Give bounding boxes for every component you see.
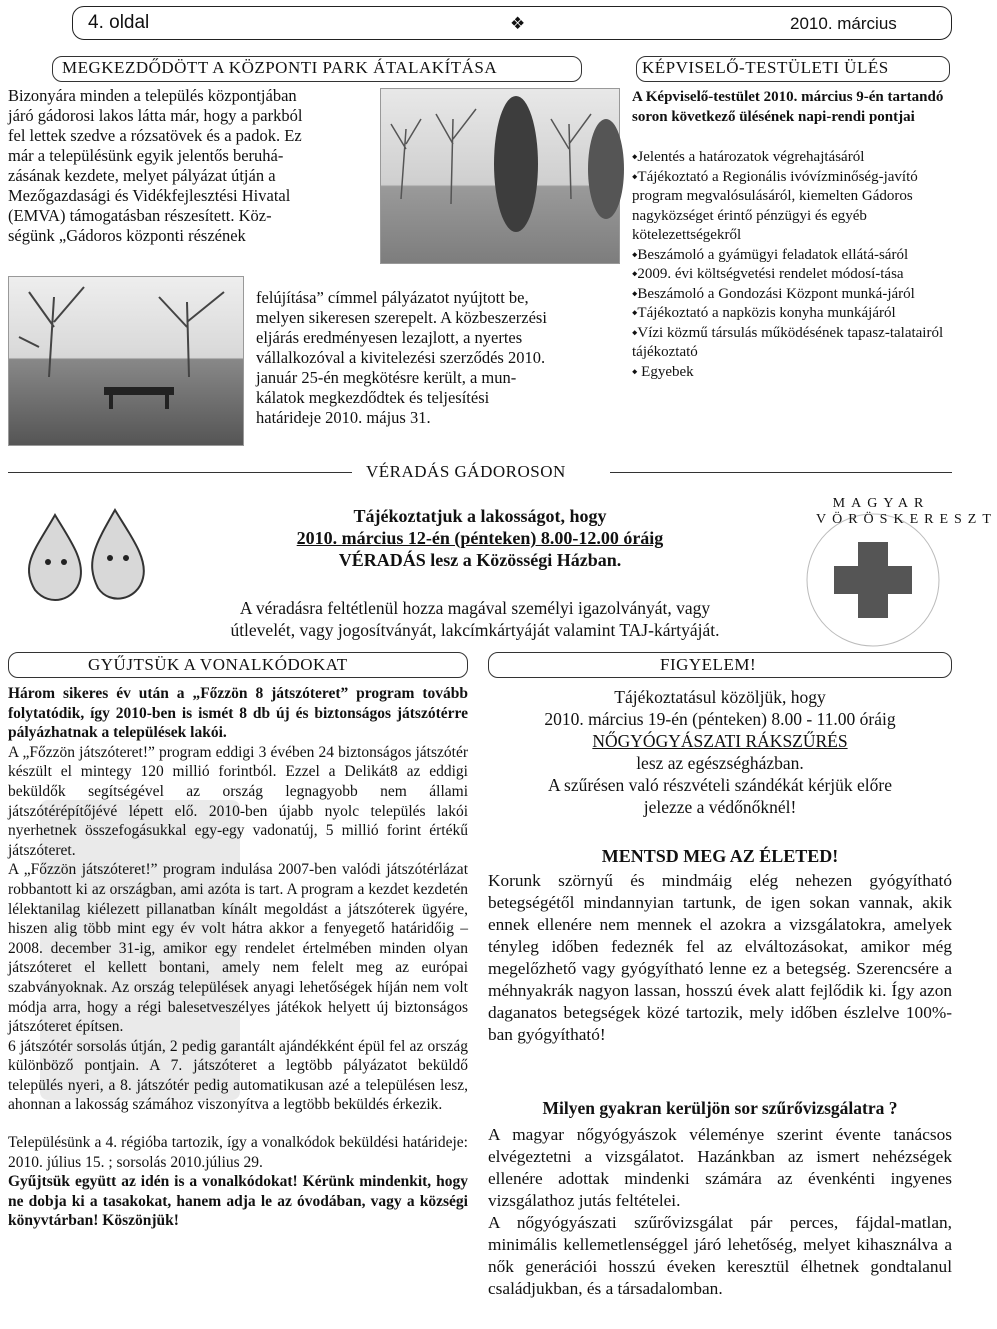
- ornament-icon: ❖: [510, 14, 526, 33]
- park-photo-drawing: [381, 89, 621, 265]
- agenda-item: ⬩Beszámoló a gyámügyi feladatok ellátá-sáról: [632, 246, 909, 263]
- attention-title: FIGYELEM!: [660, 655, 757, 674]
- agenda-item: ⬩2009. évi költségvetési rendelet módosí-tása: [632, 266, 904, 282]
- blood-rule-right: [610, 472, 952, 473]
- barcode-title: GYŰJTSÜK A VONALKÓDOKAT: [88, 655, 348, 674]
- screening-body-1: Korunk szörnyű és mindmáig elég nehezen gyógyítható betegségétől mindannyian tartunk, de igen sokan vannak, akik ennek ellenére nem mennek el azokra a vizsgálatokra, amelyek tényleg időben fedeznék fel az elváltozásokat, amikor még megelőzhető vagy gyógyítható lenne ez a betegség. Szerencsére a méhnyakrák nagyon lassan, hosszú évek alatt fejlődik ki. Így azon daganatos betegségek közé tartozik, mely időben észlelve 100%-ban gyógyítható!: [488, 871, 952, 1044]
- park-line: (EMVA) támogatásban részesített. Köz-: [8, 206, 272, 225]
- park-photo-drawing-2: [9, 277, 245, 447]
- blood-drop-icon: [10, 500, 170, 610]
- agenda-item: ⬩Vízi közmű társulás működésének tapasz-talatairól tájékoztató: [632, 324, 944, 360]
- screening-body-2: [488, 1124, 952, 1300]
- park-title: MEGKEZDŐDÖTT A KÖZPONTI PARK ÁTALAKÍTÁSA: [62, 58, 498, 77]
- council-agenda: [632, 148, 950, 382]
- council-intro: A Képviselő-testület 2010. március 9-én tartandó soron következő ülésének napi-rendi pontjai: [632, 89, 944, 125]
- red-cross-logo: [796, 490, 997, 650]
- park-line: járó gádorosi lakos látta már, hogy a parkból: [8, 106, 303, 125]
- park-line: Mezőgazdasági és Vidékfejlesztési Hivatal: [8, 186, 291, 205]
- park-line: felújítása” címmel pályázatot nyújtott be,: [256, 288, 529, 307]
- park-text-1: [8, 86, 378, 246]
- park-text-2: [256, 288, 616, 428]
- blood-date: 2010. március 12-én (pénteken) 8.00-12.00 óráig: [296, 528, 664, 548]
- blood-requirements: [130, 597, 820, 641]
- agenda-item: ⬩Tájékoztató a napközis konyha munkájáról: [632, 305, 896, 321]
- barcode-paragraph: 6 játszótér sorsolás útján, 2 pedig garantált ajándékként épül fel az ország különböző pontjain. A 7. játszóteret a legtöbb pályázatot beküldő település nyeri, a 8. játszótér pedig automatikusan azé a településen lesz, ahonnan a lakosság számához viszonyítva a legtöbb beküldés érkezik.: [8, 1037, 468, 1114]
- agenda-item: ⬩Jelentés a határozatok végrehajtásáról: [632, 149, 865, 165]
- blood-line: Tájékoztatjuk a lakosságot, hogy: [353, 506, 607, 526]
- park-line: ségünk „Gádoros központi részének: [8, 226, 246, 245]
- screening-paragraph: A nőgyógyászati szűrővizsgálat pár perces, fájdal-matlan, minimális kellemetlenséggel járó lehetőség, melyet kihasználva a nők generációi hosszú éveken keresztül élhetnek gondtalanul családjukban, és a társadalomban.: [488, 1213, 952, 1298]
- agenda-item: ⬩ Egyebek: [632, 363, 694, 380]
- agenda-item: ⬩Tájékoztató a Regionális ivóvízminőség-javító program megvalósulásáról, kiemelten Gádoros nagyközséget érintő pénzügyi és egyéb kötelezettségekről: [632, 168, 918, 243]
- park-photo-bench: [8, 276, 244, 446]
- park-line: január 25-én megkötésre került, a mun-: [256, 368, 517, 387]
- barcode-call: Gyűjtsük együtt az idén is a vonalkódokat! Kérünk mindenkit, hogy ne dobja ki a tasakokat, hanem adja le az óvodában, vagy a községi könyvtárban! Köszönjük!: [8, 1173, 468, 1230]
- park-line: eljárás eredményesen lezajlott, a nyertes: [256, 328, 523, 347]
- barcode-deadline: Településünk a 4. régióba tartozik, így a vonalkódok beküldési határideje: 2010. július 15. ; sorsolás 2010.július 29.: [8, 1134, 468, 1171]
- park-photo-trees: [380, 88, 620, 264]
- park-line: Bizonyára minden a település központjában: [8, 86, 297, 105]
- screening-line: lesz az egészségházban.: [636, 753, 804, 773]
- park-line: zásának kezdete, melyet pályázat útján a: [8, 166, 276, 185]
- issue-date: 2010. március: [790, 14, 897, 33]
- screening-line: jelezze a védőnőknél!: [643, 797, 797, 817]
- council-title: KÉPVISELŐ-TESTÜLETI ÜLÉS: [642, 58, 889, 77]
- screening-type: NŐGYÓGYÁSZATI RÁKSZŰRÉS: [592, 731, 848, 751]
- red-cross-label: MAGYAR VÖRÖSKERESZT: [816, 496, 997, 527]
- park-line: vállalkozóval a kivitelezési szerződés 2010.: [256, 348, 546, 367]
- barcode-body: [8, 684, 468, 1231]
- blood-drops-mascot: [10, 500, 170, 610]
- park-line: kálatok megkezdődtek és teljesítési: [256, 388, 490, 407]
- park-line: már a településünk egyik jelentős beruhá-: [8, 146, 284, 165]
- park-line: fel lettek szedve a rózsatövek és a padok. Ez: [8, 126, 302, 145]
- blood-rule-left: [8, 472, 352, 473]
- blood-line: útlevelét, vagy jogosítványát, lakcímkártyáját valamint TAJ-kártyáját.: [230, 620, 720, 640]
- barcode-paragraph: A „Főzzön játszóteret!” program indulása 2007-ben valódi játszótérlázat robbantott ki az országban, ami azóta is tart. A program a kezdet kezdetén lélektanilag kiélezett pillanatban kínált megoldást a játszóterek ügyére, hiszen alig több mint egy év volt hátra akkor a fenyegető határidőig – 2008. december 31-ig, amikor egy rendelet értelmében minden olyan játszóteret el kellett bontani, amely nem felelt meg az európai szabványoknak. Az ország települések anyagi lehetőségek híján nem volt módja arra, hogy a régi balesetveszélyes játékok helyett új biztonságos játszóteret építsen.: [8, 861, 468, 1036]
- blood-line: VÉRADÁS lesz a Közösségi Házban.: [338, 550, 622, 570]
- agenda-item: ⬩Beszámoló a Gondozási Központ munká-járól: [632, 285, 915, 302]
- park-line: határideje 2010. május 31.: [256, 408, 431, 427]
- screening-paragraph: A magyar nőgyógyászok véleménye szerint évente tanácsos elvégeztetni a vizsgálatot. Hazánkban az ismert nehézségek ellenére adottak mindenki számára az évenkénti ingyenes vizsgálathoz jutás feltételei.: [488, 1125, 952, 1210]
- blood-line: A véradásra feltétlenül hozza magával személyi igazolványát, vagy: [239, 598, 711, 618]
- screening-line: 2010. március 19-én (pénteken) 8.00 - 11.00 óráig: [544, 709, 896, 729]
- barcode-paragraph: A „Főzzön játszóteret!” program eddigi 3 évében 24 biztonságos játszótér készült el mintegy 120 millió forintból. Ezzel a Delikát8 az eddigi beküldők segítségével az ország legnagyobb nem állami játszótérépítőjévé lépett elő. 2010-ben újabb nyolc település lakói nyerhetnek összefogásukkal egy-egy vadonatúj, 5 millió forint értékű játszóteret.: [8, 743, 468, 859]
- park-line: melyen sikeresen szerepelt. A közbeszerzési: [256, 308, 547, 327]
- page-number: 4. oldal: [88, 12, 150, 33]
- screening-line: A szűrésen való részvételi szándékát kérjük előre: [547, 775, 893, 795]
- screening-notice: [488, 686, 952, 818]
- blood-notice: [200, 505, 760, 571]
- save-life-heading: MENTSD MEG AZ ÉLETED!: [601, 846, 839, 866]
- blood-title: VÉRADÁS GÁDOROSON: [366, 462, 566, 481]
- screening-question: Milyen gyakran kerüljön sor szűrővizsgálatra ?: [542, 1098, 898, 1118]
- screening-line: Tájékoztatásul közöljük, hogy: [614, 687, 826, 707]
- barcode-intro: Három sikeres év után a „Főzzön 8 játszóteret” program tovább folytatódik, így 2010-ben is ismét 8 db új és biztonságos játszótérre pályázhatnak a települések lakói.: [8, 685, 468, 742]
